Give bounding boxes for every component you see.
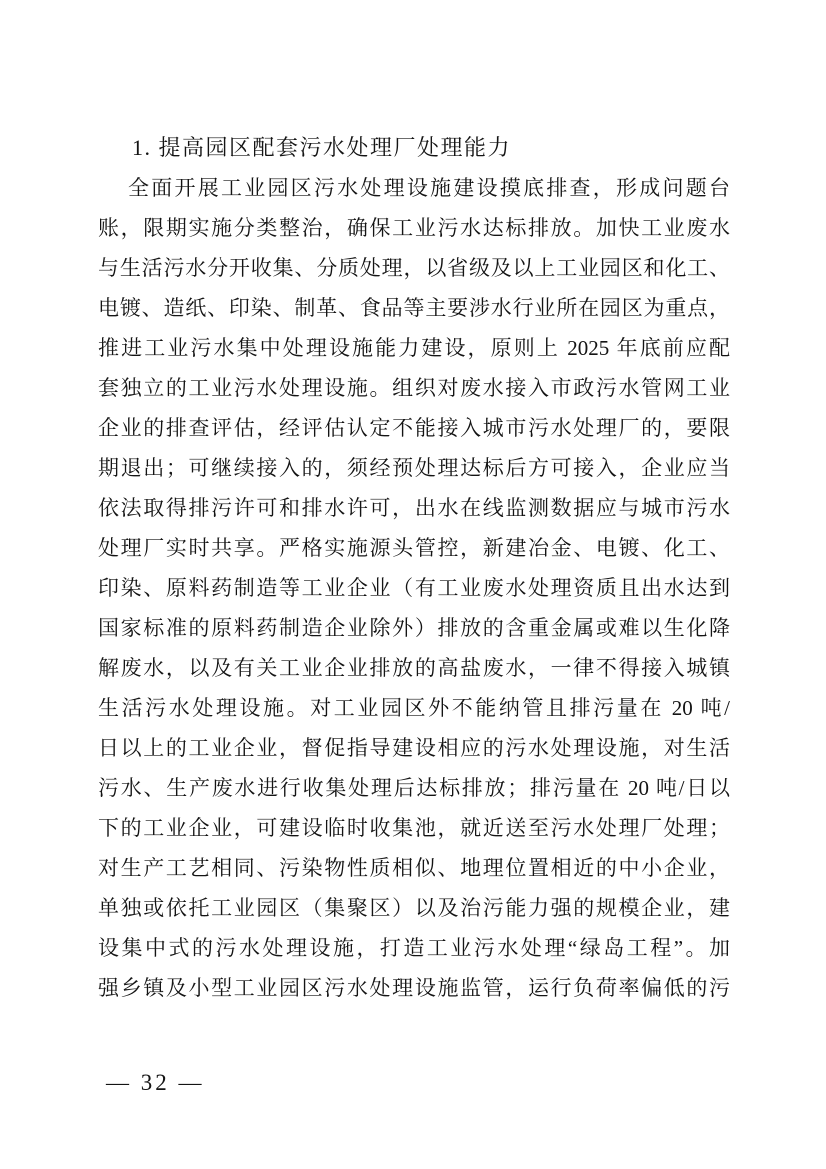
text-line: 账，限期实施分类整治，确保工业污水达标排放。加快工业废水 — [98, 216, 730, 240]
text-line: 推进工业污水集中处理设施能力建设，原则上 2025 年底前应配 — [98, 336, 730, 360]
text-line: 依法取得排污许可和排水许可，出水在线监测数据应与城市污水 — [98, 496, 730, 520]
section-heading: 1. 提高园区配套污水处理厂处理能力 — [132, 135, 512, 160]
text-line: 与生活污水分开收集、分质处理，以省级及以上工业园区和化工、 — [98, 256, 730, 280]
text-line: 处理厂实时共享。严格实施源头管控，新建冶金、电镀、化工、 — [98, 536, 730, 560]
text-line: 单独或依托工业园区（集聚区）以及治污能力强的规模企业，建 — [98, 896, 730, 920]
text-line: 强乡镇及小型工业园区污水处理设施监管，运行负荷率偏低的污 — [98, 976, 730, 1000]
text-line: 下的工业企业，可建设临时收集池，就近送至污水处理厂处理； — [98, 816, 730, 840]
text-line: 生活污水处理设施。对工业园区外不能纳管且排污量在 20 吨/ — [98, 696, 730, 720]
text-block — [98, 127, 730, 1008]
text-line: 全面开展工业园区污水处理设施建设摸底排查，形成问题台 — [128, 176, 730, 200]
text-line: 企业的排查评估，经评估认定不能接入城市污水处理厂的，要限 — [98, 416, 730, 440]
text-line: 套独立的工业污水处理设施。组织对废水接入市政污水管网工业 — [98, 376, 730, 400]
text-line: 解废水，以及有关工业企业排放的高盐废水，一律不得接入城镇 — [98, 656, 730, 680]
text-line: 国家标准的原料药制造企业除外）排放的含重金属或难以生化降 — [98, 616, 730, 640]
page-number: — 32 — — [106, 1070, 205, 1095]
paragraph — [98, 168, 730, 1008]
text-line: 对生产工艺相同、污染物性质相似、地理位置相近的中小企业， — [98, 856, 730, 880]
text-line: 期退出；可继续接入的，须经预处理达标后方可接入，企业应当 — [98, 456, 730, 480]
text-line: 设集中式的污水处理设施，打造工业污水处理“绿岛工程”。加 — [98, 936, 730, 960]
text-line: 印染、原料药制造等工业企业（有工业废水处理资质且出水达到 — [98, 576, 730, 600]
text-line: 电镀、造纸、印染、制革、食品等主要涉水行业所在园区为重点， — [98, 296, 730, 320]
text-line: 日以上的工业企业，督促指导建设相应的污水处理设施，对生活 — [98, 736, 730, 760]
text-line: 污水、生产废水进行收集处理后达标排放；排污量在 20 吨/日以 — [98, 776, 730, 800]
